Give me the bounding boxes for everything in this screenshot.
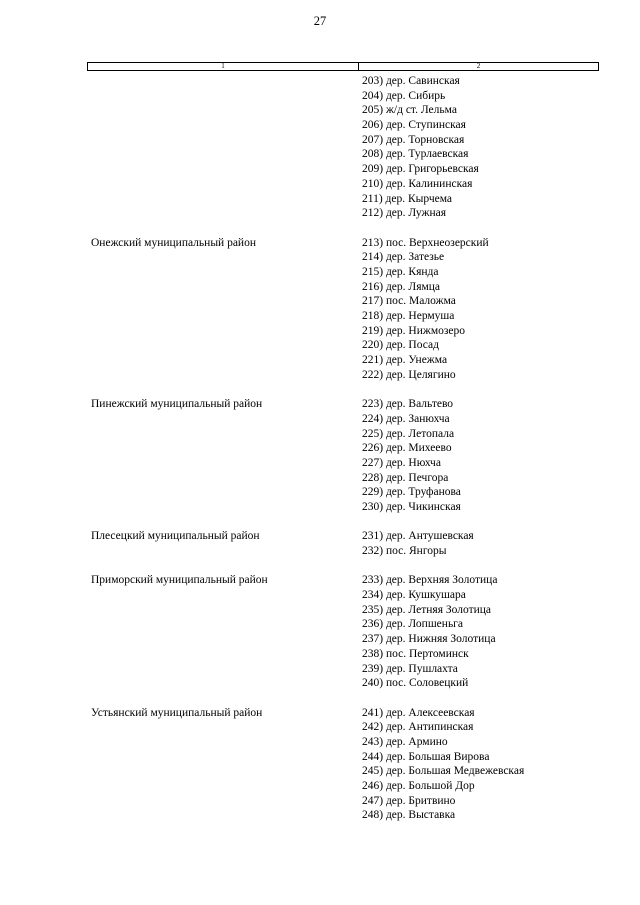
- settlement-item: 240) пос. Соловецкий: [362, 677, 469, 690]
- settlement-item: 209) дер. Григорьевская: [362, 163, 479, 176]
- settlement-item: 215) дер. Кянда: [362, 265, 439, 278]
- settlement-item: 241) дер. Алексеевская: [362, 706, 475, 719]
- settlement-item: 243) дер. Армино: [362, 735, 448, 748]
- settlement-items: [362, 74, 640, 221]
- settlement-item: 234) дер. Кушкушара: [362, 589, 466, 602]
- district-group: [0, 529, 640, 558]
- settlement-item: 205) ж/д ст. Лельма: [362, 104, 457, 117]
- settlement-item: 218) дер. Нермуша: [362, 310, 455, 322]
- settlement-item: 204) дер. Сибирь: [362, 89, 446, 102]
- settlement-item: 246) дер. Большой Дор: [362, 780, 475, 792]
- settlement-items: [362, 397, 640, 515]
- settlement-item: 217) пос. Маложма: [362, 295, 456, 308]
- settlement-item: 231) дер. Антушевская: [362, 530, 474, 543]
- settlement-item: 236) дер. Лопшеньга: [362, 618, 464, 631]
- district-name: Плесецкий муниципальный район: [91, 530, 260, 543]
- settlement-item: 238) пос. Пертоминск: [362, 647, 469, 660]
- district-name: Устьянский муниципальный район: [91, 706, 263, 719]
- settlement-item: 229) дер. Труфанова: [362, 486, 461, 499]
- settlement-item: 230) дер. Чикинская: [362, 500, 461, 513]
- district-group: [0, 236, 640, 383]
- settlement-item: 232) пос. Янгоры: [362, 545, 447, 557]
- settlement-item: 214) дер. Затезье: [362, 251, 445, 264]
- settlement-item: 210) дер. Калининская: [362, 177, 473, 190]
- settlement-item: 219) дер. Нижмозеро: [362, 324, 465, 337]
- settlement-item: 224) дер. Занюхча: [362, 412, 450, 425]
- settlement-items: [362, 529, 640, 558]
- settlement-item: 223) дер. Вальтево: [362, 398, 454, 411]
- settlement-item: 233) дер. Верхняя Золотица: [362, 574, 498, 587]
- settlement-item: 208) дер. Турлаевская: [362, 148, 469, 161]
- column-1-header: 1: [88, 63, 359, 70]
- settlement-item: 227) дер. Нюхча: [362, 456, 441, 469]
- settlement-item: 212) дер. Лужная: [362, 207, 447, 220]
- settlement-item: 206) дер. Ступинская: [362, 119, 466, 132]
- settlement-item: 228) дер. Печгора: [362, 471, 449, 484]
- settlement-items: [362, 236, 640, 383]
- settlement-item: 244) дер. Большая Вирова: [362, 750, 490, 763]
- district-name: Пинежский муниципальный район: [91, 398, 263, 411]
- settlement-item: 207) дер. Торновская: [362, 133, 465, 146]
- page-number: 27: [313, 14, 327, 28]
- settlement-item: 213) пос. Верхнеозерский: [362, 236, 489, 249]
- settlement-item: 239) дер. Пушлахта: [362, 662, 458, 675]
- settlement-item: 211) дер. Кырчема: [362, 192, 453, 205]
- district-group: [0, 397, 640, 515]
- district-group: [0, 74, 640, 221]
- settlement-item: 242) дер. Антипинская: [362, 721, 474, 734]
- settlement-item: 235) дер. Летняя Золотица: [362, 603, 492, 616]
- settlement-item: 245) дер. Большая Медвежевская: [362, 765, 525, 778]
- district-group: [0, 573, 640, 691]
- district-group: [0, 706, 640, 824]
- settlement-item: 203) дер. Савинская: [362, 75, 460, 87]
- settlement-item: 221) дер. Унежма: [362, 354, 448, 367]
- settlement-item: 220) дер. Посад: [362, 339, 439, 352]
- settlement-items: [362, 706, 640, 824]
- settlement-item: 216) дер. Лямца: [362, 280, 441, 293]
- settlement-item: 225) дер. Летопала: [362, 427, 455, 440]
- settlement-list: [0, 74, 640, 838]
- settlement-item: 237) дер. Нижняя Золотица: [362, 633, 496, 646]
- district-name: Онежский муниципальный район: [91, 236, 256, 249]
- district-name: Приморский муниципальный район: [91, 574, 268, 587]
- settlement-items: [362, 573, 640, 691]
- settlement-item: 222) дер. Целягино: [362, 368, 456, 381]
- table-column-header: [87, 62, 599, 71]
- settlement-item: 247) дер. Бритвино: [362, 794, 456, 807]
- column-2-header: 2: [476, 62, 481, 70]
- settlement-item: 226) дер. Михеево: [362, 442, 452, 455]
- settlement-item: 248) дер. Выставка: [362, 809, 456, 822]
